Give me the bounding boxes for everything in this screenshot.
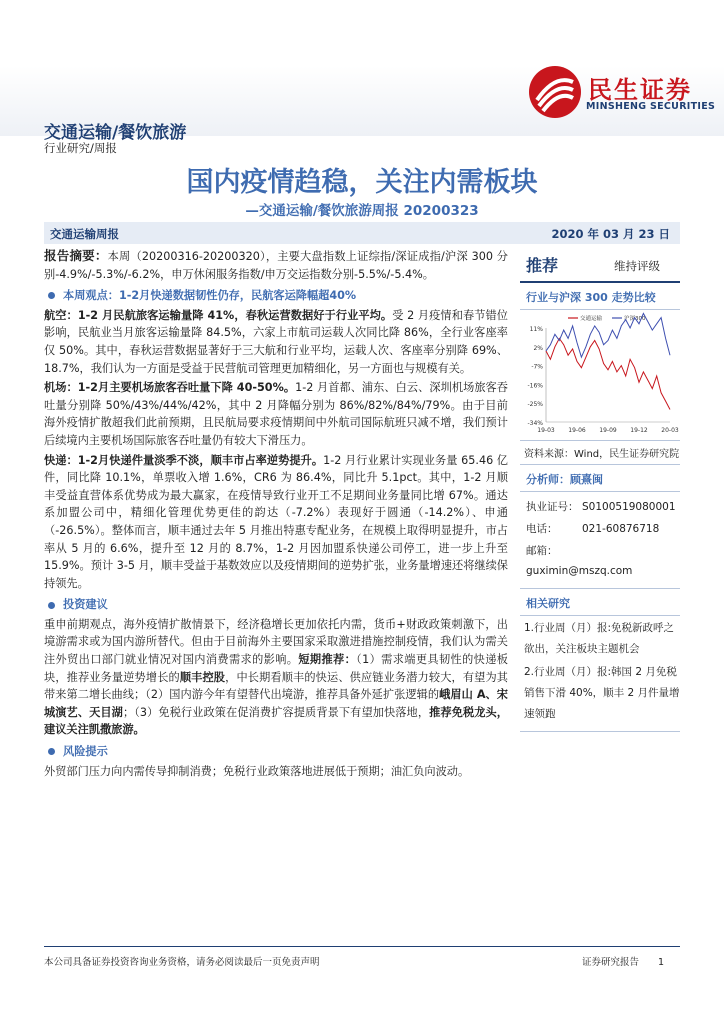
legend-label: 交通运输 — [580, 316, 603, 322]
analyst-key: 执业证号： — [526, 501, 579, 513]
analyst-key: 邮箱： — [526, 545, 558, 557]
chart-title: 行业与沪深 300 走势比较 — [520, 283, 680, 310]
y-tick-label: -7% — [531, 363, 543, 371]
analyst-row — [520, 518, 680, 540]
report-series: 交通运输周报 — [50, 227, 119, 241]
x-tick-label: 19-06 — [568, 427, 586, 434]
series-line — [546, 338, 670, 409]
trend-chart-svg — [520, 310, 680, 440]
express-paragraph — [44, 452, 508, 593]
summary-text: 本周（20200316-20200320），主要大盘指数上证综指/深证成指/沪深 300 分别-4.9%/-5.3%/-6.2%，申万休闲服务指数/申万交运指数分别-5.5%/-5.4%。 — [44, 250, 508, 281]
y-tick-label: 11% — [529, 326, 543, 333]
report-type: 行业研究/周报 — [44, 141, 117, 155]
analyst-row — [520, 540, 680, 582]
analyst-info — [520, 492, 680, 589]
report-date: 2020 年 03 月 23 日 — [551, 227, 670, 241]
bullet-icon — [48, 748, 55, 755]
invest-paragraph — [44, 616, 508, 739]
rating-main: 推荐 — [526, 256, 559, 275]
y-tick-label: -16% — [527, 382, 543, 390]
risk-heading — [44, 743, 508, 761]
x-tick-label: 19-09 — [599, 427, 617, 434]
view-heading — [44, 287, 508, 305]
invest-text-3: ，中长期看顺丰的快运、供应链业务潜力较大，有望为其带来第二增长曲线；（2）国内游今年有望替代出境游，推荐具备外延扩张逻辑的 — [44, 670, 508, 702]
footer-divider — [44, 946, 680, 947]
analyst-value: S0100519080001 — [582, 501, 676, 513]
bullet-icon — [48, 602, 55, 609]
trend-chart — [520, 310, 680, 441]
rating-sub: 维持评级 — [614, 259, 660, 273]
rating-box — [520, 247, 680, 283]
footer-page: 证券研究报告 1 — [581, 957, 664, 968]
y-tick-label: 2% — [533, 344, 543, 352]
invest-bold-4: 推荐免税龙头，建议关注凯撒旅游。 — [44, 705, 508, 737]
report-subtitle: —交通运输/餐饮旅游周报 20200323 — [245, 203, 479, 219]
legend-label: 沪深300 — [624, 316, 646, 322]
risk-heading-text: 风险提示 — [63, 745, 108, 759]
invest-text-4: ；（3）免税行业政策在促消费扩容提质背景下有望加快落地， — [122, 705, 430, 719]
brand-name-cn: 民生证券 — [588, 76, 692, 104]
footer-disclaimer: 本公司具备证券投资咨询业务资格，请务必阅读最后一页免责声明 — [44, 957, 320, 968]
x-tick-label: 19-03 — [537, 427, 555, 434]
express-text: 1-2 月行业累计实现业务量 65.46 亿件，同比降 10.1%，单票收入增 1.6%，CR6 为 86.4%，同比升 5.1pct。其中，1-2 月顺丰受益直营体系优势成为最大赢家，在疫情导致行业开工不足期间业务量同比增 67%。通达系加盟公司中，精细化管理优势更佳的韵达（-7.2%）表现好于圆通（-14.2%）、申通（-26.5%）。整体而言，顺丰通过去年 5 月推出特惠专配业务，在规模上取得明显提升，市占率从 5 月的 6.6%，提升至 12 月的 8.7%，1-2 月因加盟系快递公司停工，进一步上升至 15.9%。预计 3-5 月，顺丰受益于基数效应以及疫情期间的逆势扩张，业务量增速还将继续保持领先。 — [44, 453, 508, 590]
main-column — [44, 247, 508, 782]
minsheng-logo-icon — [527, 64, 583, 124]
airport-bold: 机场：1-2月主要机场旅客吞吐量下降 40-50%。 — [44, 381, 296, 395]
x-tick-label: 20-03 — [661, 427, 679, 434]
airport-text: 1-2 月首都、浦东、白云、深圳机场旅客吞吐量分别降 50%/43%/44%/42%，其中 2 月降幅分别为 86%/82%/84%/79%。由于目前海外疫情扩散超我们此前预期，且民航局要求疫情期间中外航司国际航班只减不增，我们预计后续境内主要机场国际旅客吞吐量仍有较大下滑压力。 — [44, 381, 508, 447]
y-tick-label: -34% — [527, 420, 543, 427]
analyst-key: 电话： — [526, 523, 558, 535]
aviation-text: 受 2 月疫情和春节错位影响，民航业当月旅客运输量降 84.5%，六家上市航司运载人次同比降 86%，全行业客座率仅 50%。其中，春秋运营数据显著好于三大航和行业平均，运载人次、客座率分别降 69%、18.7%，我们认为一方面是受益于民营航司管理更加精细化，另一方面也与规模有关。 — [44, 308, 508, 375]
x-tick-label: 19-12 — [630, 427, 648, 434]
brand-name-en: MINSHENG SECURITIES — [586, 101, 716, 112]
bullet-icon — [48, 292, 55, 299]
summary-label: 报告摘要： — [44, 248, 108, 263]
airport-paragraph — [44, 379, 508, 449]
aviation-bold: 航空：1-2 月民航旅客运输量降 41%，春秋运营数据好于行业平均。 — [44, 308, 393, 322]
aviation-paragraph — [44, 307, 508, 377]
y-tick-label: -25% — [527, 401, 543, 409]
view-heading-text: 本周观点：1-2月快递数据韧性仍存，民航客运降幅超40% — [63, 289, 357, 303]
risk-paragraph: 外贸部门压力向内需传导抑制消费；免税行业政策落地进展低于预期；油汇负向波动。 — [44, 764, 470, 778]
express-bold: 快递：1-2月快递件量淡季不淡，顺丰市占率逆势提升。 — [44, 453, 324, 467]
related-item[interactable]: 2.行业周（月）报:韩国 2 月免税销售下滑 40%，顺丰 2 月件量增速领跑 — [520, 660, 680, 732]
analyst-row — [520, 496, 680, 518]
invest-heading-text: 投资建议 — [63, 598, 108, 612]
summary-paragraph — [44, 247, 508, 283]
analyst-value: 021-60876718 — [582, 523, 660, 535]
invest-text-1: 重申前期观点，海外疫情扩散情景下，经济稳增长更加依托内需，货币+财政政策刺激下，出境游需求或为国内游所替代。但由于目前海外主要国家采取激进措施控制疫情，我们认为需关注外贸出口部门就业情况对国内消费需求的影响。 — [44, 617, 508, 667]
series-line — [546, 313, 670, 357]
analyst-email[interactable]: guximin@mszq.com — [526, 565, 633, 577]
invest-bold-2: 顺丰控股 — [179, 670, 226, 684]
related-item[interactable]: 1.行业周（月）报:免税新政呼之欲出，关注板块主题机会 — [524, 622, 675, 655]
report-title: 国内疫情趋稳，关注内需板块 — [186, 167, 538, 198]
invest-bold-3: 峨眉山 A、宋城演艺、天目湖 — [44, 688, 508, 719]
invest-bold-1: 短期推荐： — [298, 653, 357, 667]
industry-label: 交通运输/餐饮旅游 — [44, 123, 187, 143]
analyst-title: 分析师：顾熹闽 — [520, 465, 680, 492]
chart-source: 资料来源：Wind，民生证券研究院 — [520, 441, 680, 465]
side-column — [520, 247, 680, 732]
invest-text-2: （1）需求端更具韧性的快递板块，推荐业务量逆势增长的 — [44, 653, 508, 684]
related-title: 相关研究 — [520, 589, 680, 616]
invest-heading — [44, 596, 508, 614]
